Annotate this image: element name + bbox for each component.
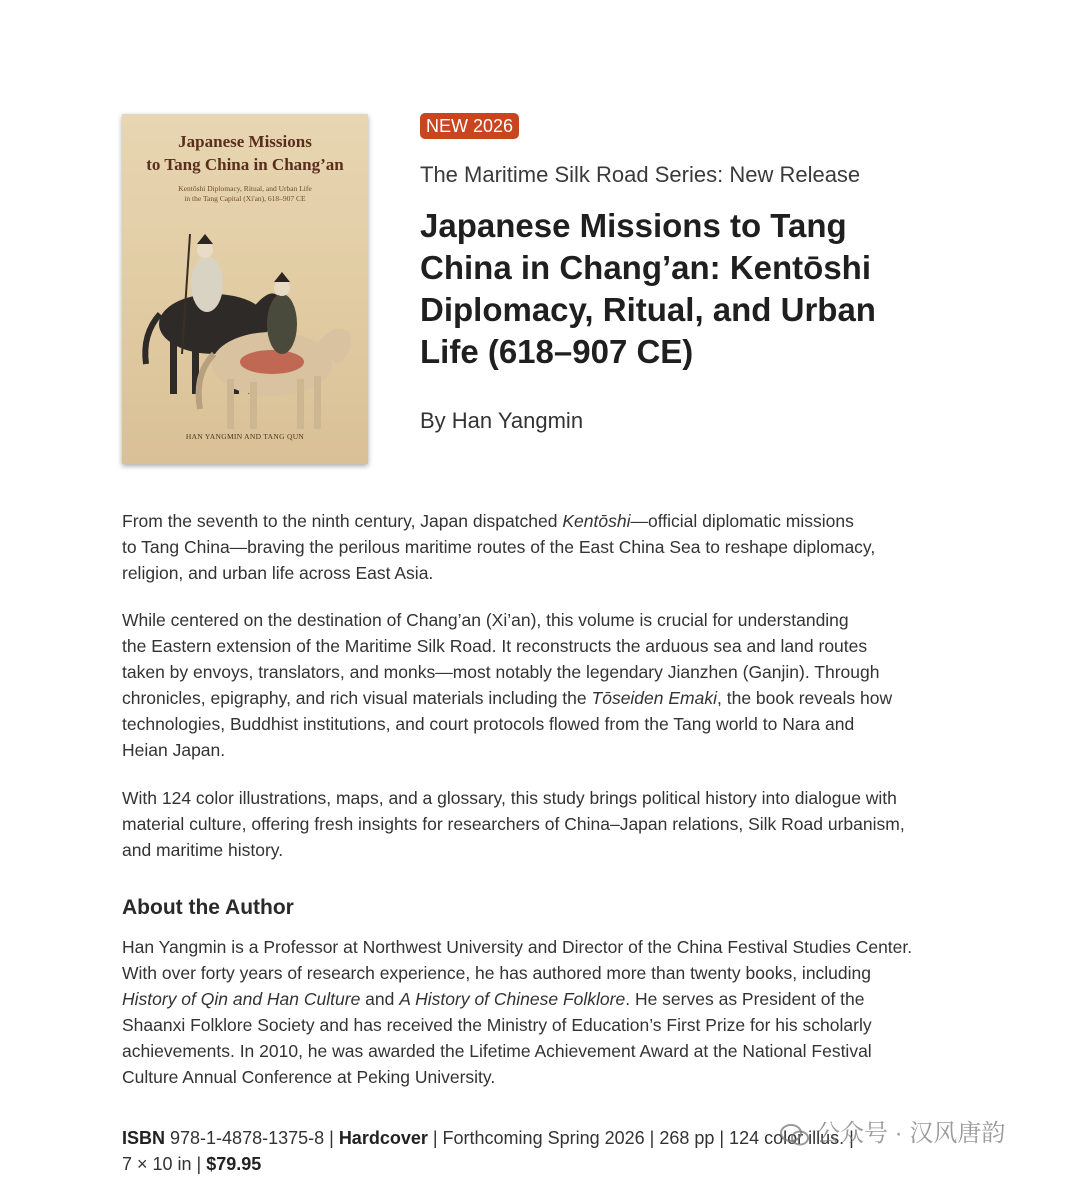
about-author-paragraph <box>122 934 1002 1090</box>
text-run: . He serves as President of the <box>625 989 865 1009</box>
text-line: Culture Annual Conference at Peking University. <box>122 1067 496 1087</box>
watermark-text: 公众号 · 汉风唐韵 <box>816 1120 1006 1147</box>
cover-title-line2: to Tang China in Chang’an <box>146 155 344 174</box>
italic-term: Tōseiden Emaki <box>591 688 717 708</box>
text-line: taken by envoys, translators, and monks—most notably the legendary Jianzhen (Ganjin). Through <box>122 662 880 682</box>
book-title-line: China in Chang’an: Kentōshi <box>420 249 871 286</box>
isbn-value: 978-1-4878-1375-8 | <box>165 1128 339 1148</box>
text-line: the Eastern extension of the Maritime Silk Road. It reconstructs the arduous sea and land routes <box>122 636 868 656</box>
text-line: Shaanxi Folklore Society and has received the Ministry of Education’s First Prize for his scholarly <box>122 1015 872 1035</box>
description-paragraph-2 <box>122 607 1002 763</box>
about-author-heading: About the Author <box>122 896 294 919</box>
isbn-label: ISBN <box>122 1128 166 1148</box>
book-title-line: Japanese Missions to Tang <box>420 207 847 244</box>
wechat-watermark <box>780 1113 1005 1148</box>
text-run: chronicles, epigraphy, and rich visual materials including the <box>122 688 592 708</box>
details-text: | Forthcoming Spring 2026 | 268 pp | 124 color illus. | <box>427 1128 854 1148</box>
text-line: to Tang China—braving the perilous maritime routes of the East China Sea to reshape diplomacy, <box>122 537 876 557</box>
text-line: With 124 color illustrations, maps, and a glossary, this study brings political history into dialogue with <box>122 788 897 808</box>
text-line: Han Yangmin is a Professor at Northwest University and Director of the China Festival Studies Center. <box>122 937 913 957</box>
description-paragraph-1 <box>122 508 1002 586</box>
text-run: and <box>360 989 400 1009</box>
cover-authors: HAN YANGMIN AND TANG QUN <box>185 432 305 441</box>
format-label: Hardcover <box>338 1128 428 1148</box>
book-title-line: Life (618–907 CE) <box>420 333 694 370</box>
description-paragraph-3 <box>122 785 1002 863</box>
text-line: and maritime history. <box>122 840 284 860</box>
book-title <box>420 205 980 373</box>
text-line: Heian Japan. <box>122 740 226 760</box>
italic-book-title: A History of Chinese Folklore <box>399 989 626 1009</box>
text-line: With over forty years of research experience, he has authored more than twenty books, including <box>122 963 872 983</box>
author-byline: By Han Yangmin <box>420 408 584 433</box>
cover-title-line1: Japanese Missions <box>178 132 312 151</box>
italic-term: Kentōshi <box>562 511 631 531</box>
trim-size: 7 × 10 in | <box>122 1154 207 1174</box>
book-title-line: Diplomacy, Ritual, and Urban <box>420 291 876 328</box>
cover-horse-riders-illustration <box>122 214 368 434</box>
text-line: religion, and urban life across East Asia. <box>122 563 434 583</box>
cover-subtitle-line2: in the Tang Capital (Xi'an), 618–907 CE <box>184 194 306 203</box>
italic-book-title: History of Qin and Han Culture <box>122 989 361 1009</box>
new-release-badge: NEW 2026 <box>420 113 519 139</box>
text-line: technologies, Buddhist institutions, and court protocols flowed from the Tang world to Nara and <box>122 714 855 734</box>
text-run: From the seventh to the ninth century, Japan dispatched <box>122 511 563 531</box>
text-line: material culture, offering fresh insights for researchers of China–Japan relations, Silk Road urbanism, <box>122 814 905 834</box>
book-cover-image <box>122 114 368 464</box>
series-name: The Maritime Silk Road Series: New Release <box>420 162 861 187</box>
text-run: —official diplomatic missions <box>630 511 854 531</box>
text-line: achievements. In 2010, he was awarded the Lifetime Achievement Award at the National Festival <box>122 1041 872 1061</box>
cover-subtitle-line1: Kentōshi Diplomacy, Ritual, and Urban Life <box>178 184 312 193</box>
price: $79.95 <box>206 1154 262 1174</box>
text-run: , the book reveals how <box>717 688 893 708</box>
text-line: While centered on the destination of Chang’an (Xi’an), this volume is crucial for understanding <box>122 610 849 630</box>
wechat-account-icon <box>780 1123 810 1147</box>
